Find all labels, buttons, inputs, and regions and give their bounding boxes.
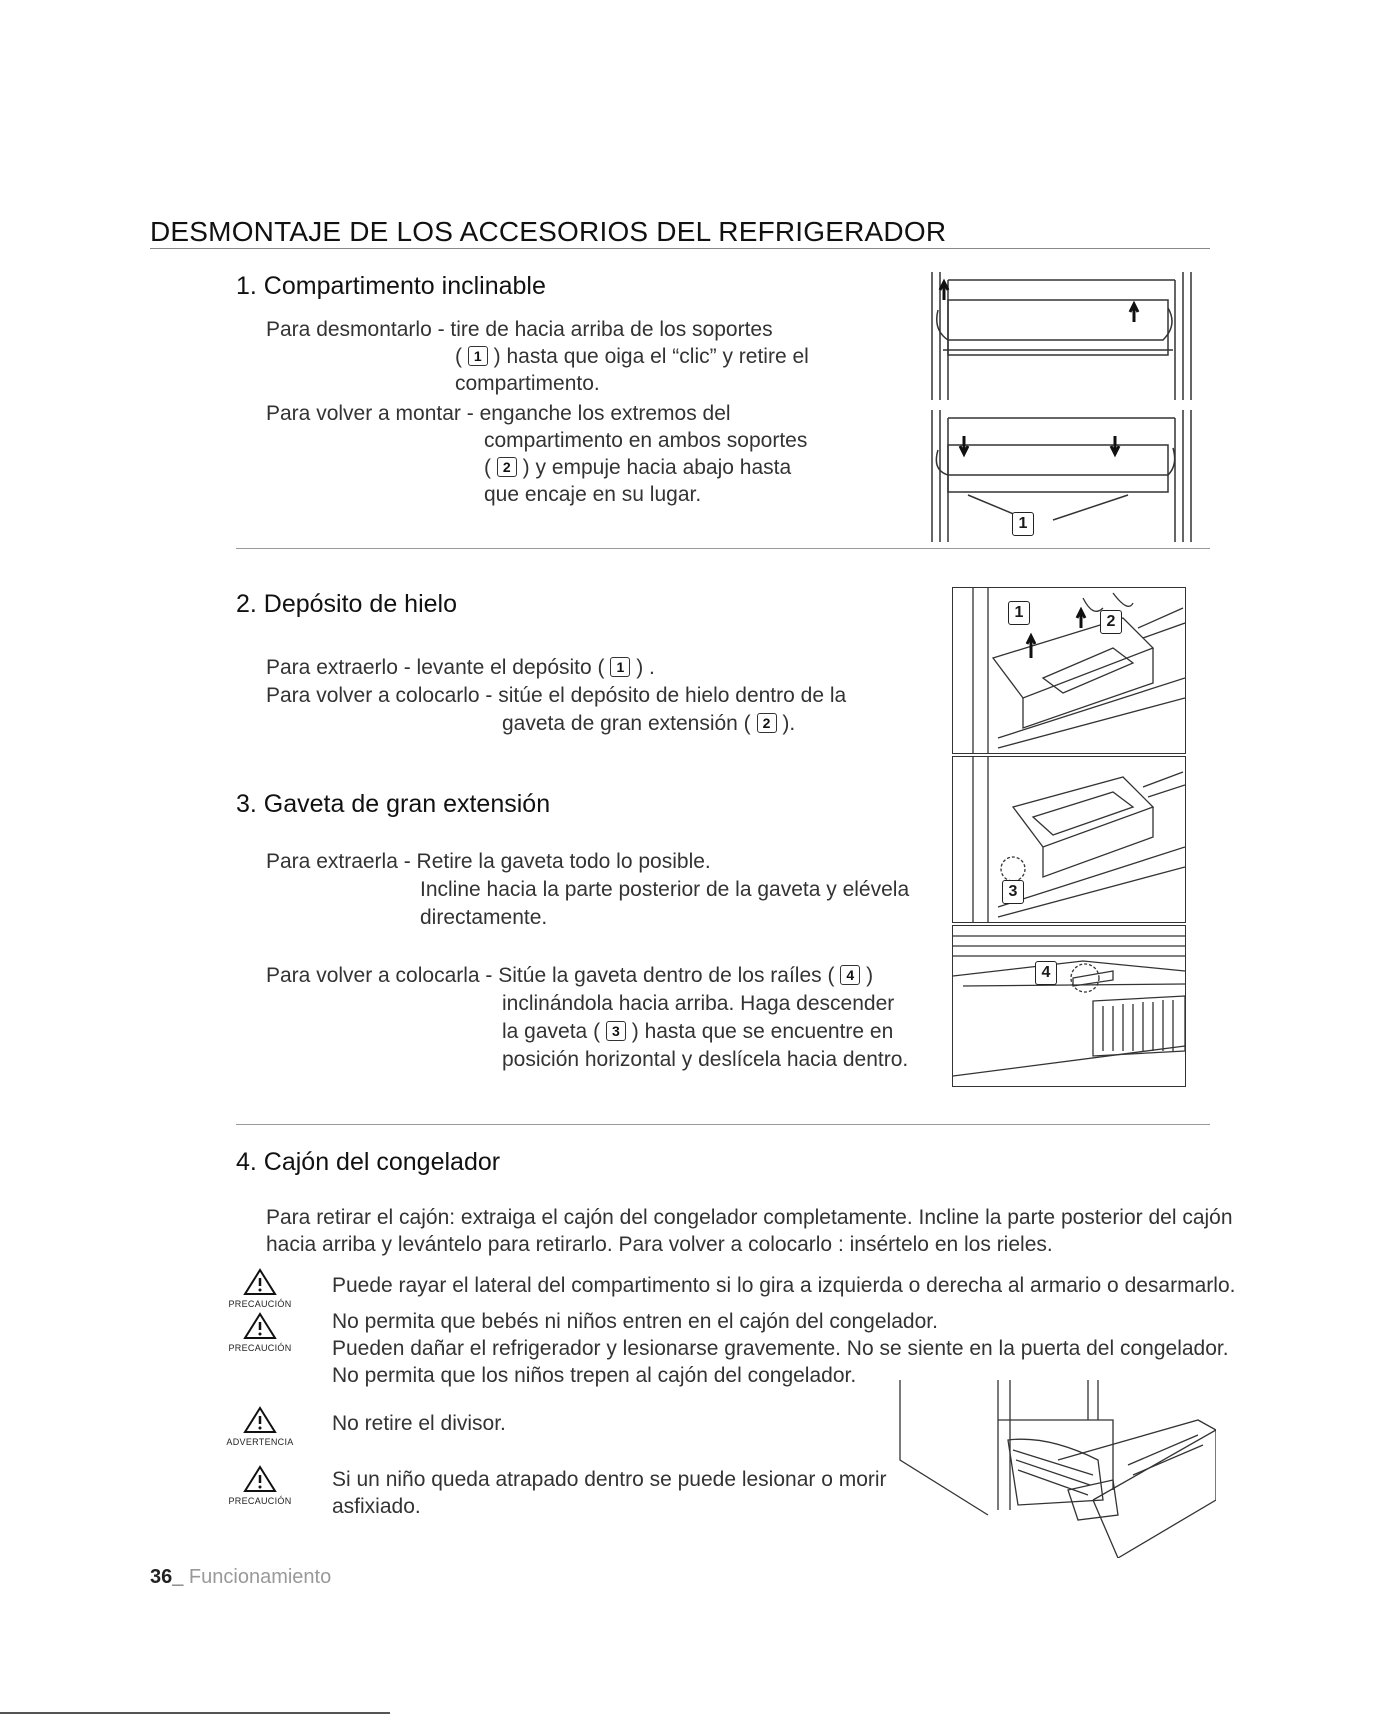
section-1-heading: 1. Compartimento inclinable: [236, 272, 546, 300]
section-3-heading: 3. Gaveta de gran extensión: [236, 790, 551, 818]
figure-callout-1-badge: 1: [1008, 601, 1030, 625]
ice-bin-illustration: [952, 587, 1186, 754]
warning-triangle-icon: [243, 1312, 277, 1340]
section-3-line: Para extraerla - Retire la gaveta todo lo posible.: [266, 850, 711, 873]
warning-text: Puede rayar el lateral del compartimento si lo gira a izquierda o derecha al armario o desarmarlo.: [332, 1274, 1236, 1297]
section-3-line: Para volver a colocarla - Sitúe la gaveta dentro de los raíles ( 4 ): [266, 964, 874, 987]
section-1-line: Para desmontarlo - tire de hacia arriba de los soportes: [266, 318, 773, 341]
warning-text: No permita que los niños trepen al cajón del congelador.: [332, 1364, 857, 1387]
warning-triangle-icon: [243, 1268, 277, 1296]
section-1-line: ( 2 ) y empuje hacia abajo hasta: [484, 456, 792, 479]
section-2-line: Para extraerlo - levante el depósito ( 1 ) .: [266, 656, 655, 679]
section-separator: [236, 1124, 1210, 1125]
section-2-heading: 2. Depósito de hielo: [236, 590, 457, 618]
warning-triangle-icon: [243, 1406, 277, 1434]
figure-callout-1-badge: 1: [1012, 512, 1034, 536]
section-4-line: Para retirar el cajón: extraiga el cajón del congelador completamente. Incline la parte posterior del cajón: [266, 1206, 1233, 1229]
extension-drawer-illustration: [952, 756, 1186, 923]
section-1-line: compartimento en ambos soportes: [484, 429, 808, 452]
warning-label: PRECAUCIÓN: [228, 1343, 292, 1353]
footer-section: Funcionamiento: [183, 1566, 332, 1588]
figure-callout-3-badge: 3: [1002, 880, 1024, 904]
section-1-line: compartimento.: [455, 372, 600, 395]
warning-text: No permita que bebés ni niños entren en el cajón del congelador.: [332, 1310, 938, 1333]
drawer-rails-illustration: [952, 925, 1186, 1087]
section-4-heading: 4. Cajón del congelador: [236, 1148, 501, 1176]
warning-label: ADVERTENCIA: [226, 1437, 294, 1447]
page-number: 36_: [150, 1566, 184, 1588]
callout-3-badge: 3: [606, 1021, 626, 1041]
section-4-line: hacia arriba y levántelo para retirarlo. Para volver a colocarlo : insértelo en los rieles.: [266, 1233, 1053, 1256]
figure-callout-2-badge: 2: [1100, 610, 1122, 634]
warning-triangle-icon: [243, 1465, 277, 1493]
callout-2-badge: 2: [497, 457, 517, 477]
section-1-line: que encaje en su lugar.: [484, 483, 702, 506]
warning-text: No retire el divisor.: [332, 1412, 506, 1435]
page-footer: [150, 1566, 331, 1589]
section-1-line: Para volver a montar - enganche los extremos del: [266, 402, 731, 425]
figure-callout-4-badge: 4: [1035, 961, 1057, 985]
callout-2-badge: 2: [757, 713, 777, 733]
section-3-line: Incline hacia la parte posterior de la gaveta y elévela: [420, 878, 910, 901]
section-1-line: ( 1 ) hasta que oiga el “clic” y retire el: [455, 345, 809, 368]
section-3-line: inclinándola hacia arriba. Haga descender: [502, 992, 895, 1015]
title-rule: [150, 248, 1210, 249]
callout-1-badge: 1: [468, 346, 488, 366]
section-2-line: Para volver a colocarlo - sitúe el depósito de hielo dentro de la: [266, 684, 847, 707]
section-3-line: directamente.: [420, 906, 548, 929]
section-separator: [236, 548, 1210, 549]
section-3-line: la gaveta ( 3 ) hasta que se encuentre en: [502, 1020, 894, 1043]
freezer-drawer-illustration: [898, 1380, 1216, 1558]
warning-label: PRECAUCIÓN: [228, 1496, 292, 1506]
page-title: DESMONTAJE DE LOS ACCESORIOS DEL REFRIGERADOR: [150, 216, 947, 247]
tilt-bin-illustration: [928, 270, 1198, 542]
warning-text: Pueden dañar el refrigerador y lesionarse gravemente. No se siente en la puerta del congelador.: [332, 1337, 1229, 1360]
section-2-line: gaveta de gran extensión ( 2 ).: [502, 712, 796, 735]
warning-label: PRECAUCIÓN: [228, 1299, 292, 1309]
bottom-rule: [0, 1712, 390, 1714]
warning-text: asfixiado.: [332, 1495, 421, 1518]
callout-4-badge: 4: [840, 965, 860, 985]
callout-1-badge: 1: [610, 657, 630, 677]
warning-text: Si un niño queda atrapado dentro se puede lesionar o morir: [332, 1468, 887, 1491]
section-3-line: posición horizontal y deslícela hacia dentro.: [502, 1048, 909, 1071]
warning-icon: [220, 1406, 300, 1447]
caution-icon: [220, 1312, 300, 1353]
caution-icon: [220, 1268, 300, 1309]
caution-icon: [220, 1465, 300, 1506]
